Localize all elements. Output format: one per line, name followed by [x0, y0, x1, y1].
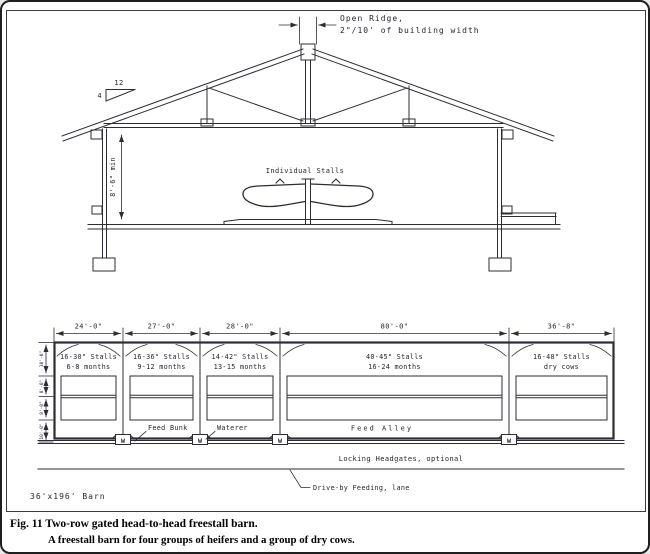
feed-alley-label: Feed Alley — [350, 424, 414, 433]
waterer-symbol: W — [198, 436, 202, 445]
waterer-symbol: W — [121, 436, 125, 445]
waterer-symbol: W — [278, 436, 282, 445]
walls-and-floor — [88, 129, 560, 258]
waterer-label: Waterer — [217, 424, 248, 432]
left-dim-stall-row-1: 8'-0" — [40, 379, 45, 394]
waterer-symbol: W — [507, 436, 511, 445]
dim-label-pen3: 28'-0" — [226, 322, 254, 331]
pen1-stalls-label: 16-30" Stalls — [59, 353, 118, 361]
barn-size-label: 36'x196' Barn — [30, 492, 106, 501]
freestall-divider — [224, 179, 392, 225]
pen5-stalls-label: 16-48" Stalls — [532, 353, 591, 361]
pen5-age-label: dry cows — [543, 363, 580, 371]
open-ridge-label-line2: 2"/10' of building width — [340, 26, 480, 35]
figure-caption-title: Fig. 11 Two-row gated head-to-head freestall barn. — [10, 518, 258, 530]
slope-rise-label: 4 — [97, 92, 102, 100]
pen3-age-label: 13-15 months — [213, 363, 267, 371]
pen3-stalls-label: 14-42" Stalls — [211, 353, 269, 361]
individual-stalls-label: Individual Stalls — [265, 167, 345, 175]
dim-label-pen4: 80'-0" — [380, 322, 409, 331]
section-view — [62, 14, 560, 271]
head-to-head-curb — [61, 395, 607, 398]
open-ridge-dimension — [279, 17, 336, 44]
left-dim-back-alley: 10'-0" — [40, 350, 45, 368]
figure-caption-subtitle: A freestall barn for four groups of heifers and a group of dry cows. — [48, 534, 355, 546]
plan-view — [30, 323, 624, 502]
dim-label-pen1: 24'-0" — [74, 322, 103, 331]
slope-run-label: 12 — [114, 79, 124, 87]
barn-drawing — [2, 2, 650, 512]
pen4-stalls-label: 40-45" Stalls — [365, 353, 424, 361]
wall-height-label: 8'-6" min — [109, 157, 117, 197]
stall-rows — [61, 376, 607, 420]
pen2-age-label: 9-12 months — [137, 363, 186, 371]
driveby-feeding-label: Drive-by Feeding, lane — [313, 484, 410, 492]
left-dim-stall-row-2: 8'-0" — [40, 401, 45, 415]
locking-headgates-label: Locking Headgates, optional — [338, 455, 464, 463]
pen1-age-label: 6-8 months — [66, 363, 111, 371]
plan-dimension-line — [54, 328, 614, 343]
pen2-stalls-label: 16-36" Stalls — [132, 353, 191, 361]
roof-slope-symbol — [106, 90, 135, 102]
left-dim-feed-alley: 10'-0" — [40, 423, 45, 440]
dim-label-pen5: 36'-8" — [547, 322, 576, 331]
pen4-age-label: 16-24 months — [368, 363, 421, 371]
barn-outline — [38, 343, 624, 470]
roof-truss — [62, 44, 554, 141]
feed-bunk-label: Feed Bunk — [148, 424, 188, 432]
footings — [93, 258, 511, 271]
dim-label-pen2: 27'-0" — [147, 322, 176, 331]
open-ridge-label-line1: Open Ridge, — [340, 14, 404, 23]
